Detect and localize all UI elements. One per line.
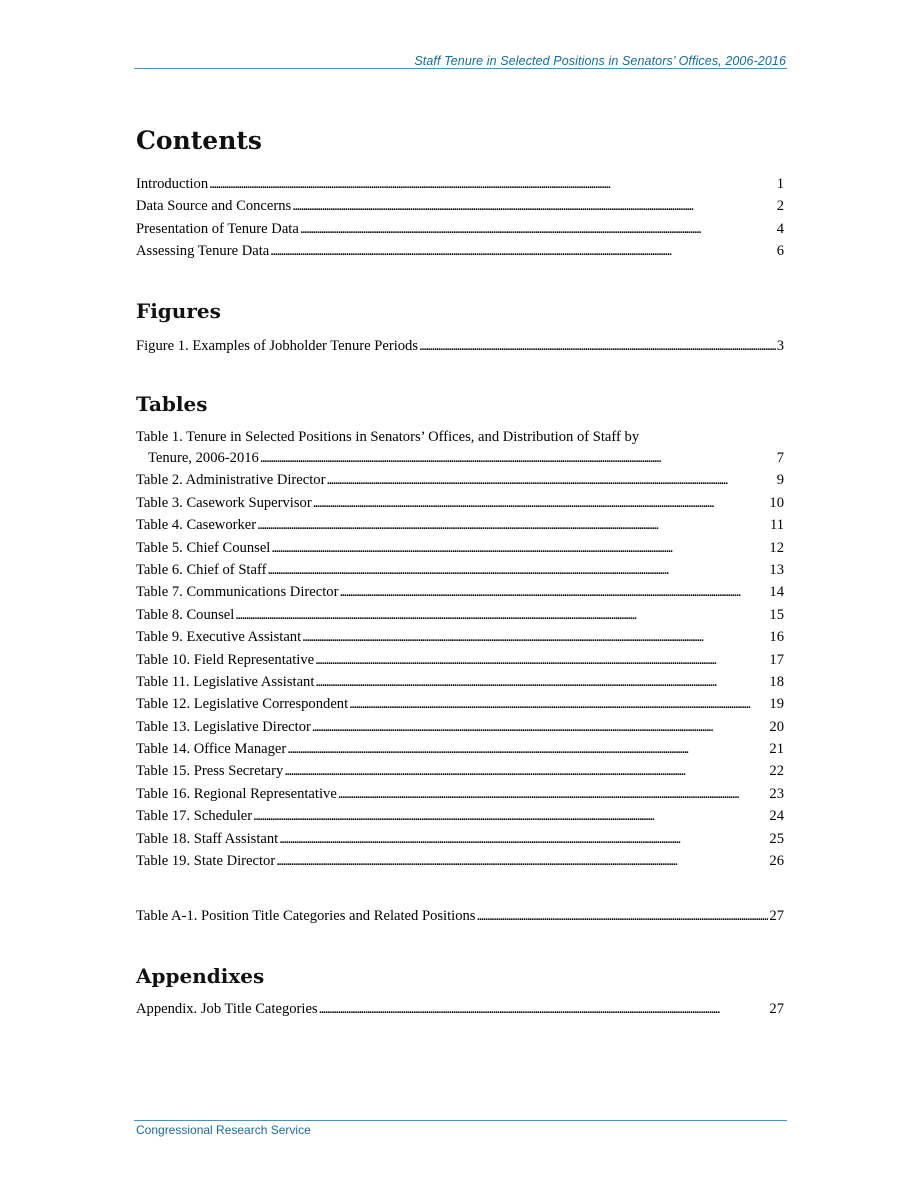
toc-entry-label: Table 13. Legislative Director [136, 718, 311, 735]
toc-entry-label: Table 11. Legislative Assistant [136, 673, 315, 690]
toc-entry-page: 18 [769, 673, 784, 690]
toc-entry-label: Table 3. Casework Supervisor [136, 494, 312, 511]
toc-entry[interactable] [136, 240, 784, 262]
dot-leader [339, 581, 768, 603]
toc-entry-label: Table 18. Staff Assistant [136, 830, 279, 847]
toc-entry-page: 13 [769, 561, 784, 578]
toc-entry-label: Table 1. Tenure in Selected Positions in Senators’ Offices, and Distribution of Staff by [136, 429, 640, 445]
toc-entry-page: 1 [776, 176, 784, 192]
toc-entry-page: 26 [769, 853, 784, 870]
toc-entry[interactable] [136, 649, 784, 671]
toc-entry[interactable] [136, 195, 784, 217]
toc-entry[interactable] [136, 783, 784, 805]
toc-entry[interactable] [136, 905, 784, 927]
toc-entry-label: Assessing Tenure Data [136, 243, 270, 260]
toc-entry-label: Table 7. Communications Director [136, 584, 339, 601]
toc-entry-page: 7 [776, 450, 784, 466]
toc-entry-page: 23 [769, 785, 784, 802]
toc-entry-label: Table 15. Press Secretary [136, 763, 284, 780]
toc-entry-page: 6 [776, 243, 784, 260]
toc-entry[interactable] [136, 671, 784, 693]
toc-entry[interactable] [136, 604, 784, 626]
toc-entry[interactable] [136, 581, 784, 603]
dot-leader [315, 649, 768, 671]
dot-leader [302, 626, 768, 648]
toc-entry-label: Table 10. Field Representative [136, 651, 315, 668]
dot-leader [419, 335, 776, 357]
toc-entry-page: 12 [769, 539, 784, 556]
tables-heading: Tables [136, 392, 208, 416]
tables-list [136, 427, 784, 872]
toc-entry-page: 17 [769, 651, 784, 668]
dot-leader [260, 447, 776, 469]
toc-entry-page: 21 [769, 741, 784, 758]
appendixes-list [136, 998, 784, 1020]
toc-entry-label: Table 19. State Director [136, 853, 276, 870]
dot-leader [300, 218, 776, 240]
toc-entry-label: Appendix. Job Title Categories [136, 1001, 318, 1017]
appendixes-heading: Appendixes [136, 964, 265, 988]
toc-entry[interactable] [136, 998, 784, 1020]
dot-leader [287, 738, 768, 760]
running-header: Staff Tenure in Selected Positions in Senators’ Offices, 2006-2016 [414, 54, 786, 68]
dot-leader [312, 716, 769, 738]
toc-entry[interactable] [136, 738, 784, 760]
dot-leader [313, 492, 769, 514]
dot-leader [209, 173, 776, 195]
toc-entry-label: Figure 1. Examples of Jobholder Tenure Periods [136, 338, 419, 354]
toc-entry[interactable] [136, 469, 784, 491]
dot-leader [276, 850, 768, 872]
appendix-tables-list [136, 905, 784, 927]
toc-entry-label: Table 5. Chief Counsel [136, 539, 271, 556]
toc-entry-page: 3 [776, 338, 784, 354]
toc-entry[interactable] [136, 447, 784, 469]
toc-entry[interactable] [136, 559, 784, 581]
toc-entry-label: Table 9. Executive Assistant [136, 629, 302, 646]
toc-entry[interactable] [136, 693, 784, 715]
toc-entry-label: Table A-1. Position Title Categories and Related Positions [136, 908, 476, 924]
dot-leader [319, 998, 769, 1020]
toc-entry-label: Table 6. Chief of Staff [136, 561, 267, 578]
toc-entry[interactable] [136, 173, 784, 195]
running-footer: Congressional Research Service [136, 1123, 311, 1137]
dot-leader [271, 537, 768, 559]
toc-entry-label: Data Source and Concerns [136, 198, 292, 215]
figures-heading: Figures [136, 299, 221, 323]
dot-leader [292, 195, 775, 217]
toc-entry[interactable] [136, 514, 784, 536]
toc-entry[interactable] [136, 492, 784, 514]
figures-list [136, 335, 784, 357]
toc-entry-page: 19 [769, 696, 784, 713]
dot-leader [257, 514, 769, 536]
toc-entry-label: Table 14. Office Manager [136, 741, 287, 758]
dot-leader [270, 240, 775, 262]
toc-entry-label: Table 16. Regional Representative [136, 785, 337, 802]
toc-entry[interactable] [136, 828, 784, 850]
toc-entry-label-cont: Tenure, 2006-2016 [148, 450, 259, 466]
toc-entry[interactable] [136, 716, 784, 738]
footer-rule [134, 1120, 787, 1121]
dot-leader [338, 783, 769, 805]
toc-entry-page: 24 [769, 808, 784, 825]
toc-entry-page: 27 [769, 1001, 784, 1017]
toc-entry-page: 22 [769, 763, 784, 780]
toc-entry-label: Introduction [136, 176, 209, 192]
toc-entry-page: 27 [769, 908, 784, 924]
dot-leader [253, 805, 768, 827]
toc-entry[interactable] [136, 850, 784, 872]
toc-entry-label: Table 17. Scheduler [136, 808, 253, 825]
toc-entry-label: Presentation of Tenure Data [136, 220, 299, 237]
dot-leader [477, 905, 769, 927]
dot-leader [326, 469, 775, 491]
toc-entry-label: Table 4. Caseworker [136, 517, 257, 534]
dot-leader [267, 559, 768, 581]
toc-entry-page: 11 [769, 517, 784, 534]
toc-entry-label: Table 8. Counsel [136, 606, 235, 623]
toc-entry-page: 9 [776, 472, 784, 489]
toc-entry[interactable] [136, 537, 784, 559]
dot-leader [235, 604, 768, 626]
dot-leader [349, 693, 768, 715]
toc-entry-line1[interactable] [136, 427, 784, 447]
contents-heading: Contents [136, 126, 263, 155]
toc-entry[interactable] [136, 335, 784, 357]
dot-leader [284, 760, 768, 782]
toc-entry-page: 15 [769, 606, 784, 623]
toc-entry-label: Table 2. Administrative Director [136, 472, 326, 489]
toc-entry[interactable] [136, 626, 784, 648]
contents-list [136, 173, 784, 263]
toc-entry-label: Table 12. Legislative Correspondent [136, 696, 349, 713]
toc-entry-page: 2 [776, 198, 784, 215]
toc-entry[interactable] [136, 218, 784, 240]
toc-entry-page: 20 [769, 718, 784, 735]
toc-entry[interactable] [136, 760, 784, 782]
header-rule [134, 68, 787, 69]
toc-entry[interactable] [136, 805, 784, 827]
dot-leader [279, 828, 768, 850]
dot-leader [315, 671, 768, 693]
toc-entry-page: 25 [769, 830, 784, 847]
toc-entry-page: 16 [769, 629, 784, 646]
toc-entry-page: 10 [769, 494, 784, 511]
toc-entry-page: 14 [769, 584, 784, 601]
toc-entry-page: 4 [776, 220, 784, 237]
